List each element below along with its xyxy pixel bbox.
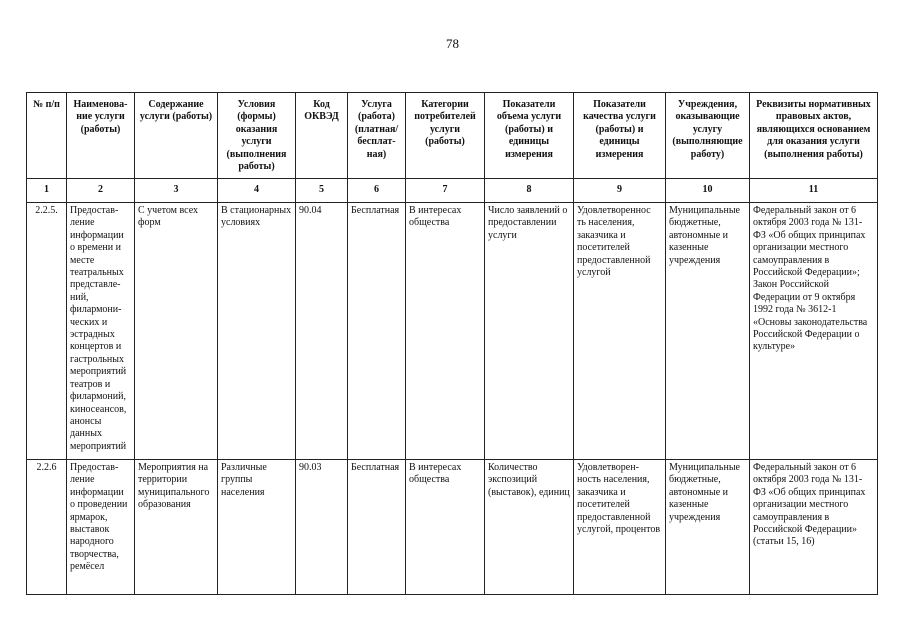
column-number: 7 [406, 179, 485, 203]
column-number: 10 [666, 179, 750, 203]
header-cell-consumers: Категории потребителей услуги (работы) [406, 93, 485, 179]
okved-code: 90.03 [296, 460, 348, 595]
header-cell-number: № п/п [27, 93, 67, 179]
volume-indicator: Число заявлений о предоставлении услуги [485, 203, 574, 460]
column-number-row [27, 179, 878, 203]
service-name: Предостав-ление информации о времени и месте театральных представле-ний, филармони-ческих и эстрадных концертов и гастрольных мероприятий театров и филармоний, киносеансов, анонсы данных мероприятий [67, 203, 135, 460]
header-cell-volume: Показатели объема услуги (работы) и единицы измерения [485, 93, 574, 179]
service-name: Предостав-ление информации о проведении ярмарок, выставок народного творчества, ремёсел [67, 460, 135, 595]
service-conditions: Различные группы населения [218, 460, 296, 595]
table-row [27, 460, 878, 595]
column-number: 9 [574, 179, 666, 203]
column-number: 3 [135, 179, 218, 203]
table-row [27, 203, 878, 460]
header-cell-service-name: Наименова-ние услуги (работы) [67, 93, 135, 179]
institutions: Муниципальные бюджетные, автономные и казенные учреждения [666, 203, 750, 460]
volume-indicator: Количество экспозиций (выставок), единиц [485, 460, 574, 595]
column-number: 6 [348, 179, 406, 203]
services-register-table [26, 92, 878, 595]
quality-indicator: Удовлетвореннос ть населения, заказчика и посетителей предоставленной услугой [574, 203, 666, 460]
header-cell-content: Содержание услуги (работы) [135, 93, 218, 179]
service-content: Мероприятия на территории муниципального образования [135, 460, 218, 595]
header-cell-okved: Код ОКВЭД [296, 93, 348, 179]
row-number: 2.2.5. [27, 203, 67, 460]
legal-acts: Федеральный закон от 6 октября 2003 года № 131-ФЗ «Об общих принципах организации местного самоуправления в Российской Федерации» (статьи 15, 16) [750, 460, 878, 595]
legal-acts: Федеральный закон от 6 октября 2003 года № 131-ФЗ «Об общих принципах организации местного самоуправления в Российской Федерации»; Закон Российской Федерации от 9 октября 1992 года № 3612-1 «Основы законодательства Российской Федерации о культуре» [750, 203, 878, 460]
consumer-category: В интересах общества [406, 460, 485, 595]
okved-code: 90.04 [296, 203, 348, 460]
column-number: 4 [218, 179, 296, 203]
column-number: 5 [296, 179, 348, 203]
header-cell-paid: Услуга (работа) (платная/ бесплат-ная) [348, 93, 406, 179]
column-number: 8 [485, 179, 574, 203]
paid-status: Бесплатная [348, 203, 406, 460]
header-cell-legal: Реквизиты нормативных правовых актов, являющихся основанием для оказания услуги (выполнения работы) [750, 93, 878, 179]
institutions: Муниципальные бюджетные, автономные и казенные учреждения [666, 460, 750, 595]
consumer-category: В интересах общества [406, 203, 485, 460]
row-number: 2.2.6 [27, 460, 67, 595]
header-cell-conditions: Условия (формы) оказания услуги (выполнения работы) [218, 93, 296, 179]
header-cell-quality: Показатели качества услуги (работы) и единицы измерения [574, 93, 666, 179]
service-content: С учетом всех форм [135, 203, 218, 460]
column-number: 1 [27, 179, 67, 203]
column-number: 2 [67, 179, 135, 203]
column-number: 11 [750, 179, 878, 203]
paid-status: Бесплатная [348, 460, 406, 595]
service-conditions: В стационарных условиях [218, 203, 296, 460]
quality-indicator: Удовлетворен-ность населения, заказчика и посетителей предоставленной услугой, процентов [574, 460, 666, 595]
page-number: 78 [446, 36, 459, 51]
table-header-row [27, 93, 878, 179]
header-cell-institutions: Учреждения, оказывающие услугу (выполняющие работу) [666, 93, 750, 179]
